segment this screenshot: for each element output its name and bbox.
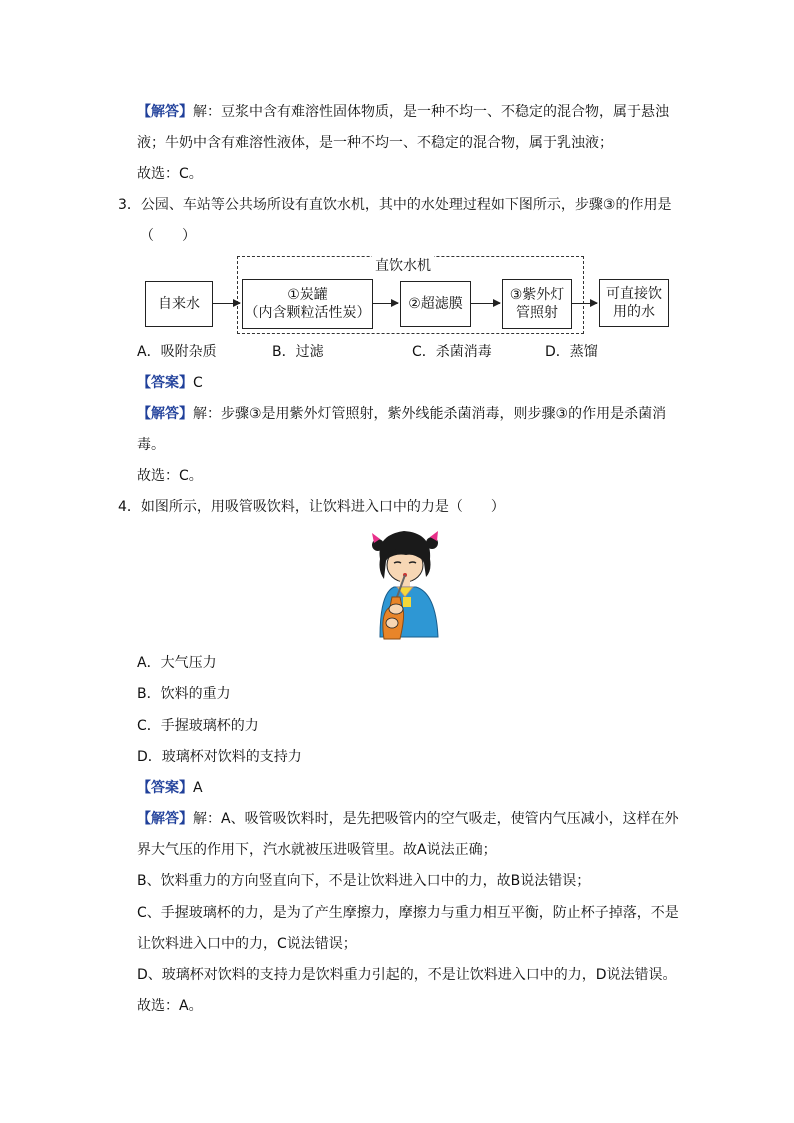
q3-option-b: B．过滤: [272, 344, 324, 360]
prev-answer-line1: 【解答】解：豆浆中含有难溶性固体物质，是一种不均一、不稳定的混合物，属于悬浊: [137, 104, 669, 120]
q4-option-c: C．手握玻璃杯的力: [137, 718, 259, 734]
carbon-tank-box: ①炭罐 （内含颗粒活性炭）: [242, 279, 373, 329]
machine-title: 直饮水机: [372, 256, 434, 276]
q3-option-a: A．吸附杂质: [137, 344, 217, 360]
q4-answer: 【答案】A: [137, 780, 203, 796]
uv-lamp-box: ③紫外灯 管照射: [502, 279, 572, 329]
q3-explain-line1: 【解答】解：步骤③是用紫外灯管照射，紫外线能杀菌消毒，则步骤③的作用是杀菌消: [137, 406, 667, 422]
arrow-1: [212, 303, 240, 304]
q3-choice: 故选：C。: [137, 468, 203, 484]
q4-explain-line1: 【解答】解：A、吸管吸饮料时，是先把吸管内的空气吸走，使管内气压减小，这样在外: [137, 811, 679, 827]
q4-stem: 4．如图所示，用吸管吸饮料，让饮料进入口中的力是（ ）: [118, 499, 505, 515]
q3-number: 3．: [118, 197, 141, 213]
q3-stem-line1: 3．公园、车站等公共场所设有直饮水机，其中的水处理过程如下图所示，步骤③的作用是: [118, 197, 672, 213]
tap-water-box: 自来水: [145, 281, 213, 327]
q4-explain-line4: C、手握玻璃杯的力，是为了产生摩擦力，摩擦力与重力相互平衡，防止杯子掉落，不是: [137, 905, 679, 921]
q3-stem-line2: （ ）: [140, 228, 196, 244]
q3-option-d: D．蒸馏: [545, 344, 598, 360]
q4-number: 4．: [118, 499, 141, 515]
q4-explain-line5: 让饮料进入口中的力，C说法错误；: [137, 936, 357, 952]
q3-explain-line2: 毒。: [137, 437, 165, 453]
q4-option-b: B．饮料的重力: [137, 686, 231, 702]
q4-explain-line3: B、饮料重力的方向竖直向下，不是让饮料进入口中的力，故B说法错误；: [137, 873, 591, 889]
prev-answer-choice: 故选：C。: [137, 166, 203, 182]
q3-answer: 【答案】C: [137, 375, 203, 391]
arrow-3: [470, 303, 500, 304]
q4-option-a: A．大气压力: [137, 655, 217, 671]
prev-answer-line2: 液；牛奶中含有难溶性液体，是一种不均一、不稳定的混合物，属于乳浊液；: [137, 135, 613, 151]
drinkable-water-box: 可直接饮 用的水: [599, 279, 669, 327]
q4-choice: 故选：A。: [137, 998, 203, 1014]
girl-drinking-illustration: [370, 527, 442, 645]
q4-explain-line6: D、玻璃杯对饮料的支持力是饮料重力引起的，不是让饮料进入口中的力，D说法错误。: [137, 967, 677, 983]
explain-tag: 【解答】: [137, 104, 193, 120]
arrow-2: [372, 303, 398, 304]
q4-option-d: D．玻璃杯对饮料的支持力: [137, 749, 302, 765]
q4-explain-line2: 界大气压的作用下，汽水就被压进吸管里。故A说法正确；: [137, 842, 497, 858]
ultrafiltration-box: ②超滤膜: [400, 281, 471, 327]
q3-option-c: C．杀菌消毒: [412, 344, 492, 360]
arrow-4: [571, 303, 597, 304]
